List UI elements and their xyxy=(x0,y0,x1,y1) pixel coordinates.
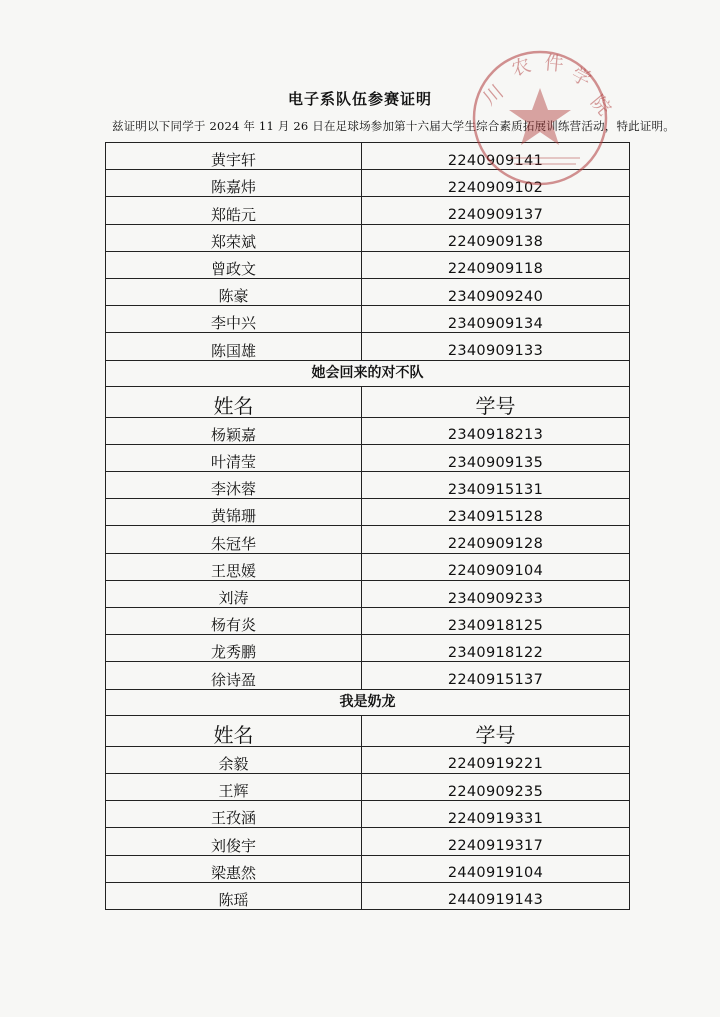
student-id: 2340918122 xyxy=(362,635,630,662)
student-name: 余毅 xyxy=(106,746,362,773)
table-row xyxy=(106,526,630,553)
student-id: 2240909104 xyxy=(362,553,630,580)
team-name-row xyxy=(106,360,630,386)
table-row xyxy=(106,278,630,305)
table-row xyxy=(106,386,630,417)
student-id: 2240909118 xyxy=(362,251,630,278)
student-id: 2240909137 xyxy=(362,197,630,224)
team-name-row xyxy=(106,689,630,715)
student-id: 2240909102 xyxy=(362,170,630,197)
table-row xyxy=(106,715,630,746)
svg-text:川: 川 xyxy=(479,80,508,110)
student-name: 黄宇轩 xyxy=(106,143,362,170)
student-id: 2340909240 xyxy=(362,278,630,305)
table-row xyxy=(106,553,630,580)
student-name: 陈国雄 xyxy=(106,333,362,360)
svg-text:院: 院 xyxy=(586,91,616,120)
student-id: 2240909141 xyxy=(362,143,630,170)
student-id: 2240909235 xyxy=(362,773,630,800)
student-name: 叶清莹 xyxy=(106,444,362,471)
table-row xyxy=(106,143,630,170)
student-id: 2340915128 xyxy=(362,499,630,526)
team-name: 她会回来的对不队 xyxy=(106,360,630,386)
student-name: 龙秀鹏 xyxy=(106,635,362,662)
table-row xyxy=(106,444,630,471)
svg-text:农: 农 xyxy=(508,53,534,81)
student-name: 李中兴 xyxy=(106,306,362,333)
student-name: 王辉 xyxy=(106,773,362,800)
table-row xyxy=(106,306,630,333)
document-title: 电子系队伍参赛证明 xyxy=(287,90,432,108)
student-id: 2340909133 xyxy=(362,333,630,360)
column-header-id: 学号 xyxy=(362,715,630,746)
student-name: 杨颖嘉 xyxy=(106,417,362,444)
table-row xyxy=(106,608,630,635)
student-name: 曾政文 xyxy=(106,251,362,278)
student-name: 陈豪 xyxy=(106,278,362,305)
student-id: 2240909138 xyxy=(362,224,630,251)
table-row xyxy=(106,472,630,499)
table-row xyxy=(106,882,630,909)
table-row xyxy=(106,197,630,224)
student-id: 2340909233 xyxy=(362,580,630,607)
table-row xyxy=(106,801,630,828)
student-id: 2440919143 xyxy=(362,882,630,909)
table-row xyxy=(106,635,630,662)
table-row xyxy=(106,333,630,360)
student-name: 刘涛 xyxy=(106,580,362,607)
student-name: 朱冠华 xyxy=(106,526,362,553)
student-id: 2240909128 xyxy=(362,526,630,553)
student-id: 2340909135 xyxy=(362,444,630,471)
team-name: 我是奶龙 xyxy=(106,689,630,715)
student-id: 2340918125 xyxy=(362,608,630,635)
column-header-name: 姓名 xyxy=(106,386,362,417)
table-row xyxy=(106,170,630,197)
table-row xyxy=(106,773,630,800)
student-name: 陈嘉炜 xyxy=(106,170,362,197)
student-name: 徐诗盈 xyxy=(106,662,362,689)
student-name: 李沐蓉 xyxy=(106,472,362,499)
student-name: 王孜涵 xyxy=(106,801,362,828)
student-id: 2340909134 xyxy=(362,306,630,333)
column-header-id: 学号 xyxy=(362,386,630,417)
student-name: 王思媛 xyxy=(106,553,362,580)
table-row xyxy=(106,251,630,278)
student-name: 杨有炎 xyxy=(106,608,362,635)
table-row xyxy=(106,828,630,855)
student-name: 刘俊宇 xyxy=(106,828,362,855)
table-row xyxy=(106,580,630,607)
table-row xyxy=(106,224,630,251)
svg-text:学: 学 xyxy=(567,62,595,92)
student-name: 郑荣斌 xyxy=(106,224,362,251)
student-id: 2340918213 xyxy=(362,417,630,444)
student-id: 2440919104 xyxy=(362,855,630,882)
participants-table xyxy=(105,142,630,910)
student-id: 2240919317 xyxy=(362,828,630,855)
table-row xyxy=(106,499,630,526)
table-row xyxy=(106,746,630,773)
table-row xyxy=(106,855,630,882)
certificate-statement: 兹证明以下同学于 2024 年 11 月 26 日在足球场参加第十六届大学生综合素质拓展训练营活动，特此证明。 xyxy=(112,119,675,133)
svg-text:件: 件 xyxy=(543,52,565,76)
student-id: 2240919331 xyxy=(362,801,630,828)
student-name: 梁惠然 xyxy=(106,855,362,882)
student-name: 陈瑶 xyxy=(106,882,362,909)
student-id: 2240919221 xyxy=(362,746,630,773)
table-row xyxy=(106,417,630,444)
student-id: 2240915137 xyxy=(362,662,630,689)
student-name: 黄锦珊 xyxy=(106,499,362,526)
column-header-name: 姓名 xyxy=(106,715,362,746)
student-id: 2340915131 xyxy=(362,472,630,499)
student-name: 郑皓元 xyxy=(106,197,362,224)
table-row xyxy=(106,662,630,689)
